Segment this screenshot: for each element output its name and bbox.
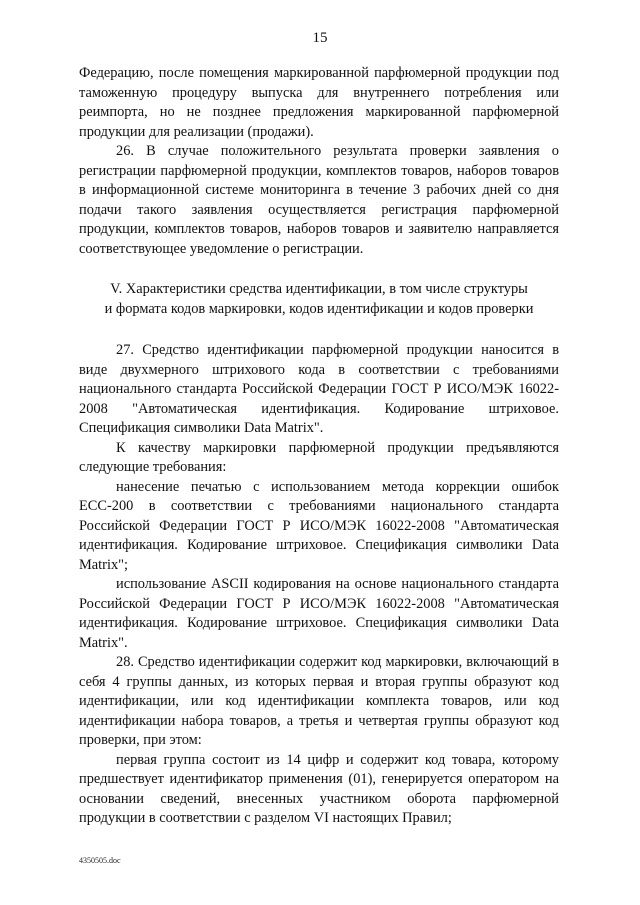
paragraph-28: 28. Средство идентификации содержит код маркировки, включающий в себя 4 группы данных, из которых первая и вторая группы образуют код идентификации, или код идентификации комплекта товаров, или код идентификации набора товаров, а третья и четвертая группы образуют код проверки, при этом:	[79, 654, 559, 748]
paragraph-requirement-ascii: использование ASCII кодирования на основе национального стандарта Российской Федерации ГОСТ Р ИСО/МЭК 16022-2008 "Автоматическая идентификация. Кодирование штриховое. Спецификация символики Data Matrix".	[79, 576, 559, 651]
paragraph-26: 26. В случае положительного результата проверки заявления о регистрации парфюмерной продукции, комплектов товаров, наборов товаров в информационной системе мониторинга в течение 3 рабочих дней со дня подачи такого заявления осуществляется регистрация парфюмерной продукции, комплектов товаров, наборов товаров и заявителю направляется соответствующее уведомление о регистрации.	[79, 143, 559, 257]
section-heading-line-1: V. Характеристики средства идентификации, в том числе структуры	[110, 281, 528, 297]
page-number: 15	[312, 30, 328, 46]
paragraph-quality-requirements: К качеству маркировки парфюмерной продукции предъявляются следующие требования:	[79, 439, 559, 475]
paragraph-first-group: первая группа состоит из 14 цифр и содержит код товара, которому предшествует идентификатор применения (01), генерируется оператором на основании сведений, внесенных участником оборота парфюмерной продукции в соответствии с разделом VI настоящих Правил;	[79, 751, 559, 826]
document-body	[79, 64, 559, 829]
footer-filename: 4350505.doc	[79, 856, 121, 865]
paragraph-continuation: Федерацию, после помещения маркированной парфюмерной продукции под таможенную процедуру выпуска для внутреннего потребления или реимпорта, но не позднее предложения маркированной парфюмерной продукции для реализации (продажи).	[79, 65, 559, 140]
section-heading-line-2: и формата кодов маркировки, кодов идентификации и кодов проверки	[104, 300, 534, 317]
paragraph-27: 27. Средство идентификации парфюмерной продукции наносится в виде двухмерного штрихового кода в соответствии с требованиями национального стандарта Российской Федерации ГОСТ Р ИСО/МЭК 16022-2008 "Автоматическая идентификация. Кодирование штриховое. Спецификация символики Data Matrix".	[79, 342, 559, 436]
section-heading	[79, 280, 559, 319]
paragraph-requirement-printing: нанесение печатью с использованием метода коррекции ошибок ЕСС-200 в соответствии с требованиями национального стандарта Российской Федерации ГОСТ Р ИСО/МЭК 16022-2008 "Автоматическая идентификация. Кодирование штриховое. Спецификация символики Data Matrix";	[79, 478, 559, 573]
